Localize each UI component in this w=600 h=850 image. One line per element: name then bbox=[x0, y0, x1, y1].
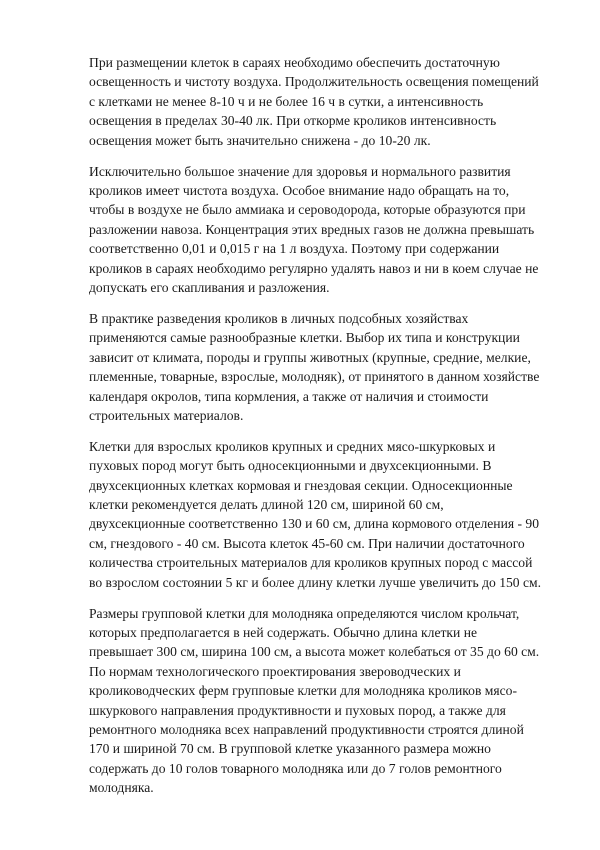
text-line: 170 и шириной 70 см. В групповой клетке указанного размера можно bbox=[89, 741, 491, 757]
text-line: По нормам технологического проектирования звероводческих и bbox=[89, 663, 461, 679]
text-line: которых предполагается в ней содержать. Обычно длина клетки не bbox=[89, 624, 477, 640]
text-line: двухсекционные соответственно 130 и 60 см, длина кормового отделения - 90 bbox=[89, 516, 540, 532]
text-line: При размещении клеток в сараях необходимо обеспечить достаточную bbox=[89, 55, 500, 70]
text-line: Размеры групповой клетки для молодняка определяются числом крольчат, bbox=[89, 605, 520, 621]
text-line: В практике разведения кроликов в личных подсобных хозяйствах bbox=[89, 310, 469, 326]
paragraph-group-cages bbox=[86, 604, 540, 798]
paragraph-lighting bbox=[86, 53, 539, 150]
text-line: пуховых пород могут быть односекционными и двухсекционными. В bbox=[89, 458, 492, 474]
text-line: кроликов в сараях необходимо регулярно удалять навоз и ни в коем случае не bbox=[89, 260, 539, 276]
text-line: Клетки для взрослых кроликов крупных и средних мясо-шкурковых и bbox=[89, 438, 496, 454]
text-line: ремонтного молодняка всех направлений продуктивности строятся длиной bbox=[89, 722, 524, 737]
document-page bbox=[86, 53, 542, 809]
text-line: разложении навоза. Концентрация этих вредных газов не должна превышать bbox=[89, 221, 535, 237]
text-line: освещения может быть значительно снижена - до 10-20 лк. bbox=[89, 132, 431, 148]
text-line: содержать до 10 голов товарного молодняка или до 7 голов ремонтного bbox=[89, 760, 502, 776]
text-line: во взрослом состоянии 5 кг и более длину клетки лучше увеличить до 150 см. bbox=[89, 574, 542, 590]
text-line: календаря окролов, типа кормления, а также от наличия и стоимости bbox=[89, 388, 489, 404]
text-line: племенные, товарные, взрослые, молодняк), от принятого в данном хозяйстве bbox=[89, 369, 540, 385]
text-line: Исключительно большое значение для здоровья и нормального развития bbox=[89, 163, 511, 179]
text-line: зависит от климата, породы и группы животных (крупные, средние, мелкие, bbox=[89, 349, 531, 365]
text-line: превышает 300 см, ширина 100 см, а высота может колебаться от 35 до 60 см. bbox=[89, 644, 540, 660]
text-line: кролиководческих ферм групповые клетки для молодняка кроликов мясо- bbox=[89, 683, 517, 699]
text-line: строительных материалов. bbox=[89, 407, 244, 423]
text-line: допускать его скапливания и разложения. bbox=[89, 279, 330, 295]
text-line: соответственно 0,01 и 0,015 г на 1 л воздуха. Поэтому при содержании bbox=[89, 241, 500, 257]
paragraph-cage-types bbox=[86, 309, 540, 425]
paragraph-adult-cages bbox=[86, 437, 542, 592]
text-line: освещения в пределах 30-40 лк. При откорме кроликов интенсивность bbox=[89, 113, 497, 129]
text-line: освещенность и чистоту воздуха. Продолжительность освещения помещений bbox=[89, 74, 539, 90]
text-line: применяются самые разнообразные клетки. Выбор их типа и конструкции bbox=[89, 330, 520, 346]
text-line: двухсекционных клетках кормовая и гнездовая секции. Односекционные bbox=[89, 477, 513, 493]
text-line: шкуркового направления продуктивности и пуховых пород, а также для bbox=[89, 702, 506, 718]
text-line: с клетками не менее 8-10 ч и не более 16 ч в сутки, а интенсивность bbox=[89, 93, 484, 109]
text-line: кроликов имеет чистота воздуха. Особое внимание надо обращать на то, bbox=[89, 182, 510, 198]
text-line: чтобы в воздухе не было аммиака и сероводорода, которые образуются при bbox=[89, 202, 526, 218]
text-line: см, гнездового - 40 см. Высота клеток 45-60 см. При наличии достаточного bbox=[89, 535, 525, 551]
text-line: количества строительных материалов для кроликов крупных пород с массой bbox=[89, 555, 533, 571]
paragraph-air-quality bbox=[86, 162, 539, 298]
text-line: молодняка. bbox=[89, 780, 154, 796]
text-line: клетки рекомендуется делать длиной 120 см, шириной 60 см, bbox=[89, 497, 444, 513]
